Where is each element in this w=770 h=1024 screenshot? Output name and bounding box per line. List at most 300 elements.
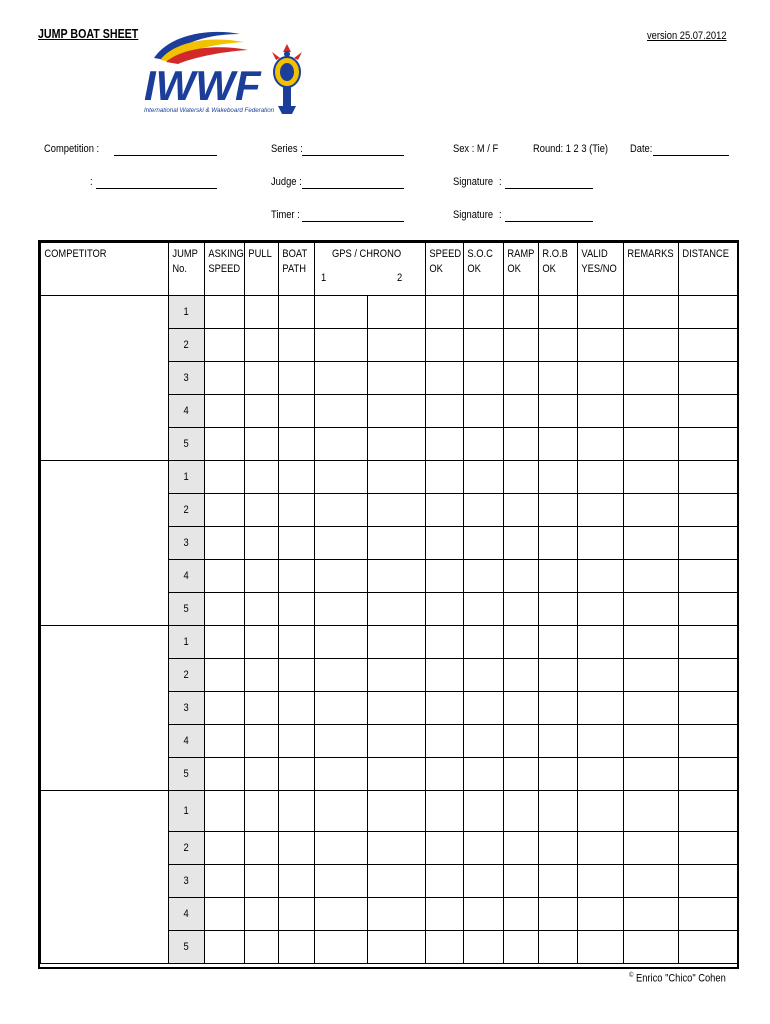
series-field[interactable] <box>302 155 404 156</box>
entry-cell[interactable] <box>679 898 738 931</box>
entry-cell[interactable] <box>279 692 315 725</box>
judge-label: Judge : <box>271 176 302 188</box>
entry-cell[interactable] <box>578 692 624 725</box>
entry-cell[interactable] <box>368 461 426 494</box>
entry-cell[interactable] <box>504 626 539 659</box>
col-soc-ok: S.O.C OK <box>464 243 504 296</box>
entry-cell[interactable] <box>245 725 279 758</box>
entry-cell[interactable] <box>578 560 624 593</box>
round-label: Round: 1 2 3 (Tie) <box>533 143 609 155</box>
jump-number-cell: 1 <box>169 791 205 832</box>
entry-cell[interactable] <box>539 395 578 428</box>
entry-cell[interactable] <box>539 659 578 692</box>
signature2-label: Signature <box>453 209 494 221</box>
entry-cell[interactable] <box>279 296 315 329</box>
entry-cell[interactable] <box>245 626 279 659</box>
table-row <box>41 626 738 659</box>
entry-cell[interactable] <box>368 593 426 626</box>
competition-label: Competition : <box>44 143 100 155</box>
entry-cell[interactable] <box>539 527 578 560</box>
entry-cell[interactable] <box>464 725 504 758</box>
entry-cell[interactable] <box>368 865 426 898</box>
competitor-cell[interactable] <box>41 626 169 791</box>
entry-cell[interactable] <box>539 362 578 395</box>
entry-cell[interactable] <box>315 494 368 527</box>
entry-cell[interactable] <box>578 362 624 395</box>
entry-cell[interactable] <box>504 692 539 725</box>
entry-cell[interactable] <box>205 659 245 692</box>
entry-cell[interactable] <box>464 395 504 428</box>
entry-cell[interactable] <box>279 395 315 428</box>
col-asking-speed: ASKING SPEED <box>205 243 245 296</box>
entry-cell[interactable] <box>368 362 426 395</box>
jump-number-cell: 3 <box>169 362 205 395</box>
entry-cell[interactable] <box>464 692 504 725</box>
jump-table <box>38 240 739 969</box>
series-label: Series : <box>271 143 303 155</box>
entry-cell[interactable] <box>245 362 279 395</box>
entry-cell[interactable] <box>539 329 578 362</box>
entry-cell[interactable] <box>504 931 539 964</box>
entry-cell[interactable] <box>426 593 464 626</box>
entry-cell[interactable] <box>464 362 504 395</box>
entry-cell[interactable] <box>464 428 504 461</box>
judge-field[interactable] <box>302 188 404 189</box>
entry-cell[interactable] <box>279 593 315 626</box>
jump-number-cell: 5 <box>169 428 205 461</box>
entry-cell[interactable] <box>578 725 624 758</box>
entry-cell[interactable] <box>205 758 245 791</box>
competition-field[interactable] <box>114 155 217 156</box>
entry-cell[interactable] <box>315 725 368 758</box>
entry-cell[interactable] <box>245 461 279 494</box>
entry-cell[interactable] <box>624 461 679 494</box>
entry-cell[interactable] <box>539 931 578 964</box>
entry-cell[interactable] <box>315 461 368 494</box>
entry-cell[interactable] <box>504 395 539 428</box>
entry-cell[interactable] <box>464 329 504 362</box>
entry-cell[interactable] <box>315 527 368 560</box>
entry-cell[interactable] <box>368 931 426 964</box>
entry-cell[interactable] <box>279 626 315 659</box>
competitor-cell[interactable] <box>41 461 169 626</box>
copyright-footer: © Enrico "Chico" Cohen <box>629 972 726 985</box>
entry-cell[interactable] <box>679 725 738 758</box>
entry-cell[interactable] <box>279 758 315 791</box>
entry-cell[interactable] <box>245 865 279 898</box>
entry-cell[interactable] <box>624 931 679 964</box>
col-distance: DISTANCE <box>679 243 738 296</box>
entry-cell[interactable] <box>539 692 578 725</box>
entry-cell[interactable] <box>315 362 368 395</box>
entry-cell[interactable] <box>245 898 279 931</box>
entry-cell[interactable] <box>624 329 679 362</box>
entry-cell[interactable] <box>624 725 679 758</box>
entry-cell[interactable] <box>368 791 426 832</box>
entry-cell[interactable] <box>315 832 368 865</box>
entry-cell[interactable] <box>624 865 679 898</box>
entry-cell[interactable] <box>205 527 245 560</box>
entry-cell[interactable] <box>679 362 738 395</box>
entry-cell[interactable] <box>504 659 539 692</box>
entry-cell[interactable] <box>315 865 368 898</box>
entry-cell[interactable] <box>205 362 245 395</box>
entry-cell[interactable] <box>624 296 679 329</box>
entry-cell[interactable] <box>279 725 315 758</box>
entry-cell[interactable] <box>539 865 578 898</box>
entry-cell[interactable] <box>315 758 368 791</box>
entry-cell[interactable] <box>679 931 738 964</box>
entry-cell[interactable] <box>368 560 426 593</box>
entry-cell[interactable] <box>539 898 578 931</box>
table-row <box>41 791 738 832</box>
jump-number-cell: 1 <box>169 626 205 659</box>
entry-cell[interactable] <box>279 832 315 865</box>
entry-cell[interactable] <box>426 758 464 791</box>
entry-cell[interactable] <box>279 461 315 494</box>
entry-cell[interactable] <box>578 898 624 931</box>
entry-cell[interactable] <box>578 461 624 494</box>
jump-number-cell: 4 <box>169 898 205 931</box>
entry-cell[interactable] <box>205 725 245 758</box>
entry-cell[interactable] <box>368 527 426 560</box>
entry-cell[interactable] <box>504 898 539 931</box>
entry-cell[interactable] <box>539 428 578 461</box>
jump-number-cell: 4 <box>169 560 205 593</box>
entry-cell[interactable] <box>464 494 504 527</box>
entry-cell[interactable] <box>504 725 539 758</box>
entry-cell[interactable] <box>539 758 578 791</box>
entry-cell[interactable] <box>368 395 426 428</box>
entry-cell[interactable] <box>245 931 279 964</box>
competition-extra-field[interactable] <box>96 188 217 189</box>
entry-cell[interactable] <box>679 461 738 494</box>
col-jump-no: JUMP No. <box>169 243 205 296</box>
entry-cell[interactable] <box>315 329 368 362</box>
entry-cell[interactable] <box>578 832 624 865</box>
entry-cell[interactable] <box>426 931 464 964</box>
entry-cell[interactable] <box>464 758 504 791</box>
entry-cell[interactable] <box>464 791 504 832</box>
entry-cell[interactable] <box>245 659 279 692</box>
entry-cell[interactable] <box>426 395 464 428</box>
entry-cell[interactable] <box>368 832 426 865</box>
entry-cell[interactable] <box>504 527 539 560</box>
entry-cell[interactable] <box>368 659 426 692</box>
entry-cell[interactable] <box>679 865 738 898</box>
date-field[interactable] <box>653 155 729 156</box>
entry-cell[interactable] <box>504 832 539 865</box>
entry-cell[interactable] <box>426 626 464 659</box>
jump-number-cell: 2 <box>169 329 205 362</box>
entry-cell[interactable] <box>624 527 679 560</box>
entry-cell[interactable] <box>539 593 578 626</box>
entry-cell[interactable] <box>578 626 624 659</box>
competitor-cell[interactable] <box>41 791 169 964</box>
entry-cell[interactable] <box>539 296 578 329</box>
entry-cell[interactable] <box>245 560 279 593</box>
entry-cell[interactable] <box>464 461 504 494</box>
entry-cell[interactable] <box>205 791 245 832</box>
entry-cell[interactable] <box>504 758 539 791</box>
jump-number-cell: 3 <box>169 865 205 898</box>
sex-label: Sex : M / F <box>453 143 499 155</box>
entry-cell[interactable] <box>426 560 464 593</box>
entry-cell[interactable] <box>578 931 624 964</box>
entry-cell[interactable] <box>315 296 368 329</box>
jump-number-cell: 3 <box>169 692 205 725</box>
entry-cell[interactable] <box>245 494 279 527</box>
entry-cell[interactable] <box>245 527 279 560</box>
entry-cell[interactable] <box>368 692 426 725</box>
entry-cell[interactable] <box>205 395 245 428</box>
entry-cell[interactable] <box>578 296 624 329</box>
entry-cell[interactable] <box>578 659 624 692</box>
jump-number-cell: 2 <box>169 659 205 692</box>
entry-cell[interactable] <box>426 527 464 560</box>
entry-cell[interactable] <box>624 626 679 659</box>
entry-cell[interactable] <box>426 296 464 329</box>
table-row <box>41 461 738 494</box>
entry-cell[interactable] <box>464 832 504 865</box>
entry-cell[interactable] <box>368 758 426 791</box>
entry-cell[interactable] <box>624 758 679 791</box>
entry-cell[interactable] <box>315 659 368 692</box>
entry-cell[interactable] <box>504 428 539 461</box>
entry-cell[interactable] <box>578 329 624 362</box>
date-label: Date: <box>630 143 653 155</box>
entry-cell[interactable] <box>578 527 624 560</box>
entry-cell[interactable] <box>245 692 279 725</box>
entry-cell[interactable] <box>426 692 464 725</box>
jump-number-cell: 2 <box>169 494 205 527</box>
sheet-title: JUMP BOAT SHEET <box>38 26 139 41</box>
jump-number-cell: 1 <box>169 296 205 329</box>
entry-cell[interactable] <box>315 898 368 931</box>
entry-cell[interactable] <box>578 791 624 832</box>
entry-cell[interactable] <box>426 362 464 395</box>
entry-cell[interactable] <box>679 494 738 527</box>
entry-cell[interactable] <box>368 626 426 659</box>
entry-cell[interactable] <box>624 692 679 725</box>
entry-cell[interactable] <box>426 898 464 931</box>
entry-cell[interactable] <box>578 494 624 527</box>
entry-cell[interactable] <box>578 395 624 428</box>
entry-cell[interactable] <box>205 832 245 865</box>
col-speed-ok: SPEED OK <box>426 243 464 296</box>
entry-cell[interactable] <box>504 362 539 395</box>
col-rob-ok: R.O.B OK <box>539 243 578 296</box>
svg-text:International Waterski & Wakeb: International Waterski & Wakeboard Federation <box>144 107 275 114</box>
entry-cell[interactable] <box>279 362 315 395</box>
entry-cell[interactable] <box>245 428 279 461</box>
entry-cell[interactable] <box>205 428 245 461</box>
jump-number-cell: 3 <box>169 527 205 560</box>
entry-cell[interactable] <box>245 758 279 791</box>
entry-cell[interactable] <box>539 725 578 758</box>
jump-number-cell: 5 <box>169 931 205 964</box>
entry-cell[interactable] <box>315 931 368 964</box>
entry-cell[interactable] <box>279 898 315 931</box>
competitor-cell[interactable] <box>41 296 169 461</box>
entry-cell[interactable] <box>368 725 426 758</box>
col-pull: PULL <box>245 243 279 296</box>
entry-cell[interactable] <box>205 626 245 659</box>
entry-cell[interactable] <box>315 626 368 659</box>
col-remarks: REMARKS <box>624 243 679 296</box>
entry-cell[interactable] <box>578 758 624 791</box>
entry-cell[interactable] <box>205 560 245 593</box>
entry-cell[interactable] <box>245 593 279 626</box>
col-valid: VALID YES/NO <box>578 243 624 296</box>
entry-cell[interactable] <box>679 560 738 593</box>
entry-cell[interactable] <box>205 461 245 494</box>
entry-cell[interactable] <box>504 494 539 527</box>
entry-cell[interactable] <box>426 428 464 461</box>
entry-cell[interactable] <box>426 865 464 898</box>
entry-cell[interactable] <box>205 593 245 626</box>
jump-number-cell: 4 <box>169 725 205 758</box>
entry-cell[interactable] <box>504 791 539 832</box>
entry-cell[interactable] <box>464 593 504 626</box>
signature1-label: Signature <box>453 176 494 188</box>
entry-cell[interactable] <box>205 329 245 362</box>
entry-cell[interactable] <box>315 692 368 725</box>
entry-cell[interactable] <box>539 494 578 527</box>
entry-cell[interactable] <box>464 296 504 329</box>
entry-cell[interactable] <box>315 791 368 832</box>
entry-cell[interactable] <box>279 560 315 593</box>
entry-cell[interactable] <box>624 832 679 865</box>
entry-cell[interactable] <box>624 659 679 692</box>
signature2-field[interactable] <box>505 221 593 222</box>
entry-cell[interactable] <box>578 593 624 626</box>
entry-cell[interactable] <box>205 898 245 931</box>
entry-cell[interactable] <box>279 428 315 461</box>
entry-cell[interactable] <box>679 527 738 560</box>
entry-cell[interactable] <box>624 898 679 931</box>
entry-cell[interactable] <box>679 692 738 725</box>
entry-cell[interactable] <box>205 494 245 527</box>
entry-cell[interactable] <box>205 931 245 964</box>
entry-cell[interactable] <box>539 461 578 494</box>
entry-cell[interactable] <box>245 395 279 428</box>
entry-cell[interactable] <box>315 593 368 626</box>
entry-cell[interactable] <box>624 494 679 527</box>
entry-cell[interactable] <box>464 898 504 931</box>
entry-cell[interactable] <box>464 560 504 593</box>
entry-cell[interactable] <box>245 329 279 362</box>
entry-cell[interactable] <box>679 395 738 428</box>
entry-cell[interactable] <box>679 758 738 791</box>
col-gps-chrono: GPS / CHRONO 1 2 <box>315 243 426 296</box>
entry-cell[interactable] <box>315 395 368 428</box>
entry-cell[interactable] <box>504 560 539 593</box>
entry-cell[interactable] <box>504 865 539 898</box>
entry-cell[interactable] <box>679 659 738 692</box>
jump-number-cell: 5 <box>169 593 205 626</box>
iwwf-logo <box>140 28 275 116</box>
entry-cell[interactable] <box>679 626 738 659</box>
entry-cell[interactable] <box>279 865 315 898</box>
entry-cell[interactable] <box>539 832 578 865</box>
entry-cell[interactable] <box>679 791 738 832</box>
entry-cell[interactable] <box>679 296 738 329</box>
entry-cell[interactable] <box>426 659 464 692</box>
entry-cell[interactable] <box>464 931 504 964</box>
timer-field[interactable] <box>302 221 404 222</box>
table-row <box>41 296 738 329</box>
entry-cell[interactable] <box>679 593 738 626</box>
entry-cell[interactable] <box>624 593 679 626</box>
logo-text: IWWF <box>144 62 261 109</box>
entry-cell[interactable] <box>279 527 315 560</box>
entry-cell[interactable] <box>279 494 315 527</box>
entry-cell[interactable] <box>679 428 738 461</box>
entry-cell[interactable] <box>368 296 426 329</box>
entry-cell[interactable] <box>464 865 504 898</box>
entry-cell[interactable] <box>205 865 245 898</box>
entry-cell[interactable] <box>464 626 504 659</box>
entry-cell[interactable] <box>368 428 426 461</box>
entry-cell[interactable] <box>279 791 315 832</box>
entry-cell[interactable] <box>368 329 426 362</box>
entry-cell[interactable] <box>624 791 679 832</box>
entry-cell[interactable] <box>315 428 368 461</box>
entry-cell[interactable] <box>504 593 539 626</box>
entry-cell[interactable] <box>368 898 426 931</box>
entry-cell[interactable] <box>426 791 464 832</box>
entry-cell[interactable] <box>205 692 245 725</box>
entry-cell[interactable] <box>245 296 279 329</box>
entry-cell[interactable] <box>578 865 624 898</box>
entry-cell[interactable] <box>624 395 679 428</box>
entry-cell[interactable] <box>426 832 464 865</box>
jump-number-cell: 1 <box>169 461 205 494</box>
entry-cell[interactable] <box>464 659 504 692</box>
entry-cell[interactable] <box>245 791 279 832</box>
entry-cell[interactable] <box>464 527 504 560</box>
jump-number-cell: 4 <box>169 395 205 428</box>
entry-cell[interactable] <box>205 296 245 329</box>
entry-cell[interactable] <box>279 931 315 964</box>
entry-cell[interactable] <box>504 329 539 362</box>
entry-cell[interactable] <box>624 428 679 461</box>
entry-cell[interactable] <box>679 832 738 865</box>
entry-cell[interactable] <box>504 296 539 329</box>
entry-cell[interactable] <box>279 659 315 692</box>
entry-cell[interactable] <box>539 791 578 832</box>
entry-cell[interactable] <box>426 329 464 362</box>
entry-cell[interactable] <box>578 428 624 461</box>
entry-cell[interactable] <box>426 461 464 494</box>
entry-cell[interactable] <box>245 832 279 865</box>
entry-cell[interactable] <box>679 329 738 362</box>
entry-cell[interactable] <box>624 560 679 593</box>
signature1-colon: : <box>499 176 502 188</box>
entry-cell[interactable] <box>426 725 464 758</box>
entry-cell[interactable] <box>426 494 464 527</box>
entry-cell[interactable] <box>315 560 368 593</box>
entry-cell[interactable] <box>368 494 426 527</box>
signature1-field[interactable] <box>505 188 593 189</box>
entry-cell[interactable] <box>539 560 578 593</box>
entry-cell[interactable] <box>539 626 578 659</box>
entry-cell[interactable] <box>279 329 315 362</box>
entry-cell[interactable] <box>504 461 539 494</box>
entry-cell[interactable] <box>624 362 679 395</box>
timer-label: Timer : <box>271 209 300 221</box>
